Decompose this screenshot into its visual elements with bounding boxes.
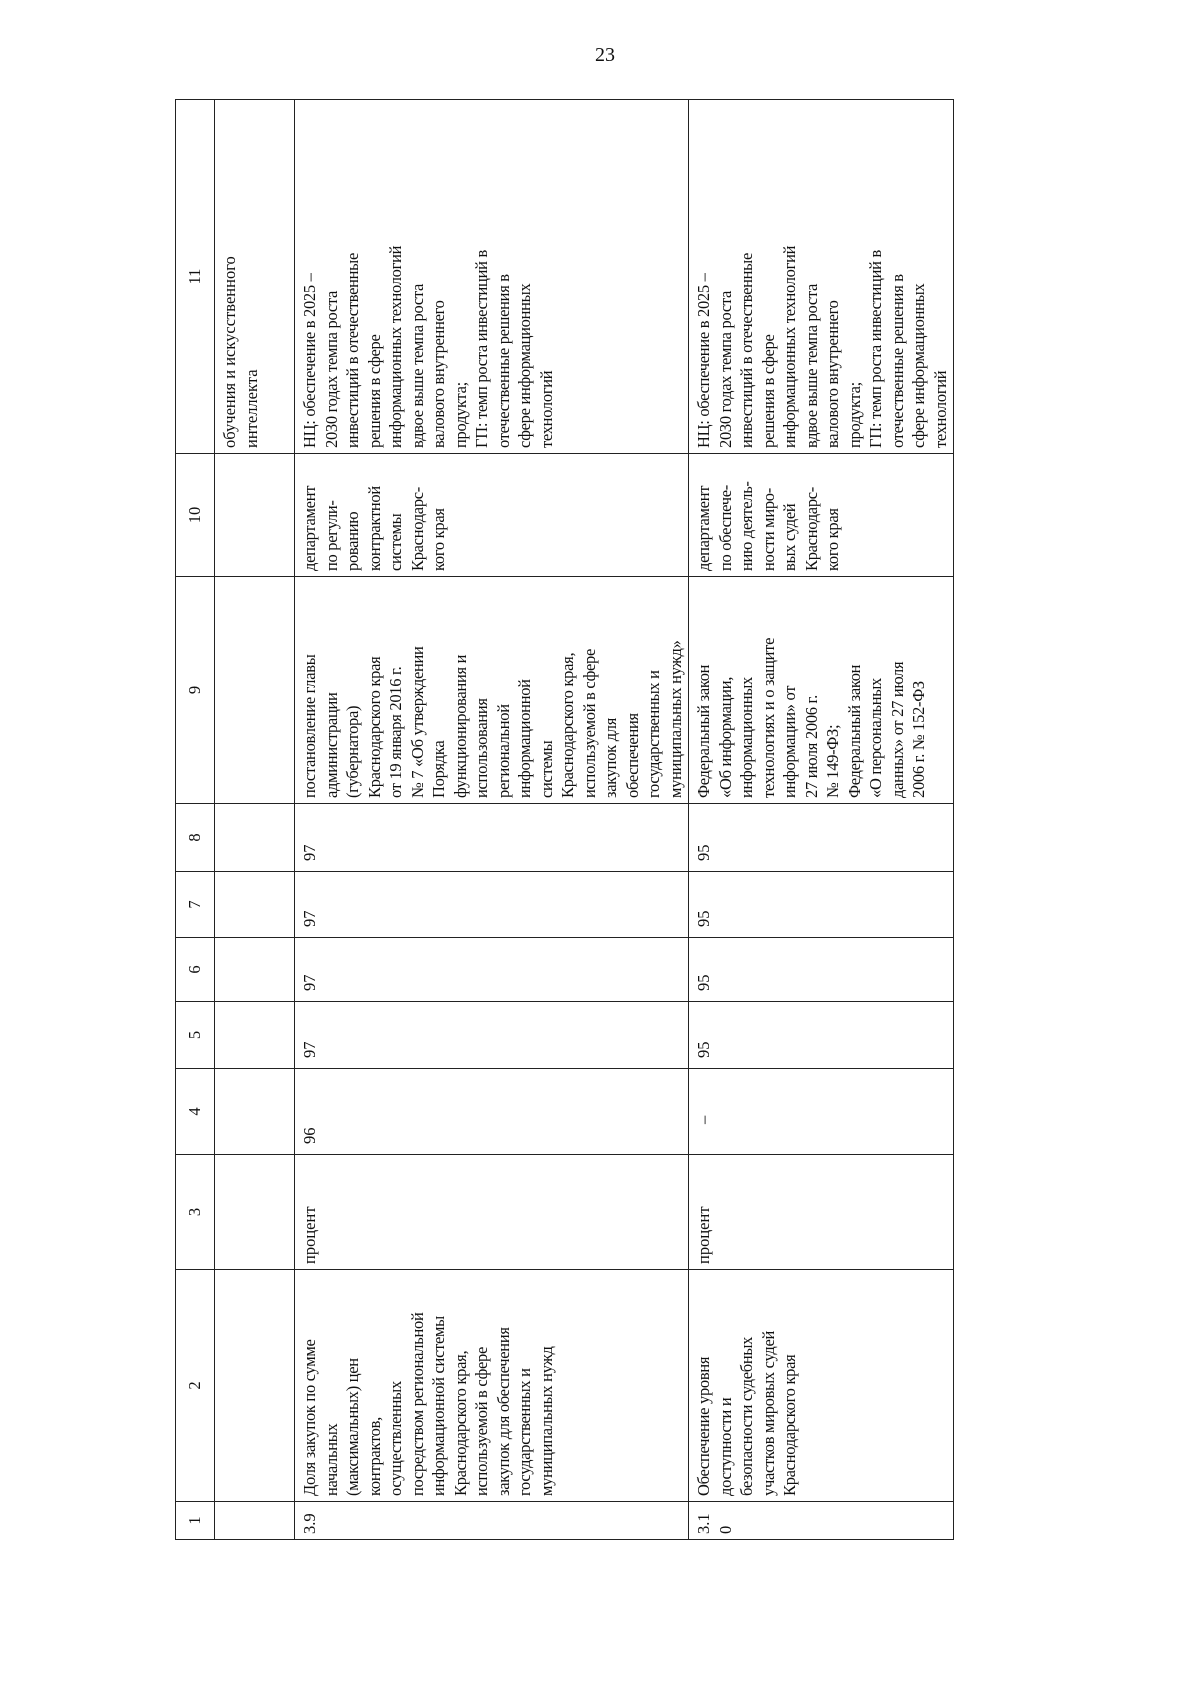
rotated-table-frame xyxy=(175,100,950,1540)
table-row xyxy=(689,100,954,1540)
unit-cell: процент xyxy=(689,1155,954,1270)
column-header: 8 xyxy=(176,804,215,872)
goals-cell: НЦ: обеспечение в 2025 – 2030 годах темпа роста инвестиций в отечественные решения в сфере информационных технологий вдвое выше темпа роста валового внутреннего продукта; ГП: темп роста инвестиций в отечественные решения в сфере информационных технологий xyxy=(295,100,689,454)
legal-basis-cell: Федеральный закон «Об информации, информационных технологиях и о защите информации» от 27 июля 2006 г. № 149-ФЗ; Федеральный закон «О персональных данных» от 27 июля 2006 г. № 152-ФЗ xyxy=(689,577,954,804)
column-header: 7 xyxy=(176,872,215,938)
value-cell: 97 xyxy=(295,804,689,872)
column-header: 9 xyxy=(176,577,215,804)
column-header: 3 xyxy=(176,1155,215,1270)
responsible-cell: департамент по регули- рованию контрактной системы Краснодарс- кого края xyxy=(295,454,689,577)
column-header: 10 xyxy=(176,454,215,577)
value-cell: 95 xyxy=(689,872,954,938)
page-number: 23 xyxy=(595,44,615,66)
column-header: 1 xyxy=(176,1502,215,1540)
responsible-cell: департамент по обеспече- нию деятель- ности миро- вых судей Краснодарс- кого края xyxy=(689,454,954,577)
column-header: 11 xyxy=(176,100,215,454)
row-number: 3.10 xyxy=(689,1502,954,1540)
empty-cell xyxy=(215,804,295,872)
header-row xyxy=(176,100,215,1540)
value-cell: 97 xyxy=(295,1002,689,1069)
empty-cell xyxy=(215,577,295,804)
column-header: 5 xyxy=(176,1002,215,1069)
empty-cell xyxy=(215,1502,295,1540)
indicator-name-cell: Обеспечение уровня доступности и безопасности судебных участков мировых судей Краснодарского края xyxy=(689,1270,954,1502)
value-cell: 96 xyxy=(295,1069,689,1155)
value-cell: 97 xyxy=(295,938,689,1002)
empty-cell xyxy=(215,1002,295,1069)
row-number: 3.9 xyxy=(295,1502,689,1540)
goals-cell: НЦ: обеспечение в 2025 – 2030 годах темпа роста инвестиций в отечественные решения в сфере информационных технологий вдвое выше темпа роста валового внутреннего продукта; ГП: темп роста инвестиций в отечественные решения в сфере информационных технологий xyxy=(689,100,954,454)
legal-basis-cell: постановление главы администрации (губернатора) Краснодарского края от 19 января 2016 г. № 7 «Об утверждении Порядка функционирования и использования региональной информационной системы Краснодарского края, используемой в сфере закупок для обеспечения государственных и муниципальных нужд» xyxy=(295,577,689,804)
value-cell: – xyxy=(689,1069,954,1155)
unit-cell: процент xyxy=(295,1155,689,1270)
column-header: 2 xyxy=(176,1270,215,1502)
indicator-name-cell: Доля закупок по сумме начальных (максимальных) цен контрактов, осуществленных посредством региональной информационной системы Краснодарского края, используемой в сфере закупок для обеспечения государственных и муниципальных нужд xyxy=(295,1270,689,1502)
column-header: 4 xyxy=(176,1069,215,1155)
empty-cell xyxy=(215,454,295,577)
empty-cell xyxy=(215,1069,295,1155)
column-header: 6 xyxy=(176,938,215,1002)
value-cell: 97 xyxy=(295,872,689,938)
value-cell: 95 xyxy=(689,938,954,1002)
value-cell: 95 xyxy=(689,804,954,872)
continuation-goals-cell: обучения и искусственного интеллекта xyxy=(215,100,295,454)
table-row xyxy=(295,100,689,1540)
empty-cell xyxy=(215,938,295,1002)
empty-cell xyxy=(215,1155,295,1270)
empty-cell xyxy=(215,872,295,938)
continuation-row xyxy=(215,100,295,1540)
rotated-table-content xyxy=(175,100,950,1540)
empty-cell xyxy=(215,1270,295,1502)
indicators-table xyxy=(175,99,954,1540)
value-cell: 95 xyxy=(689,1002,954,1069)
